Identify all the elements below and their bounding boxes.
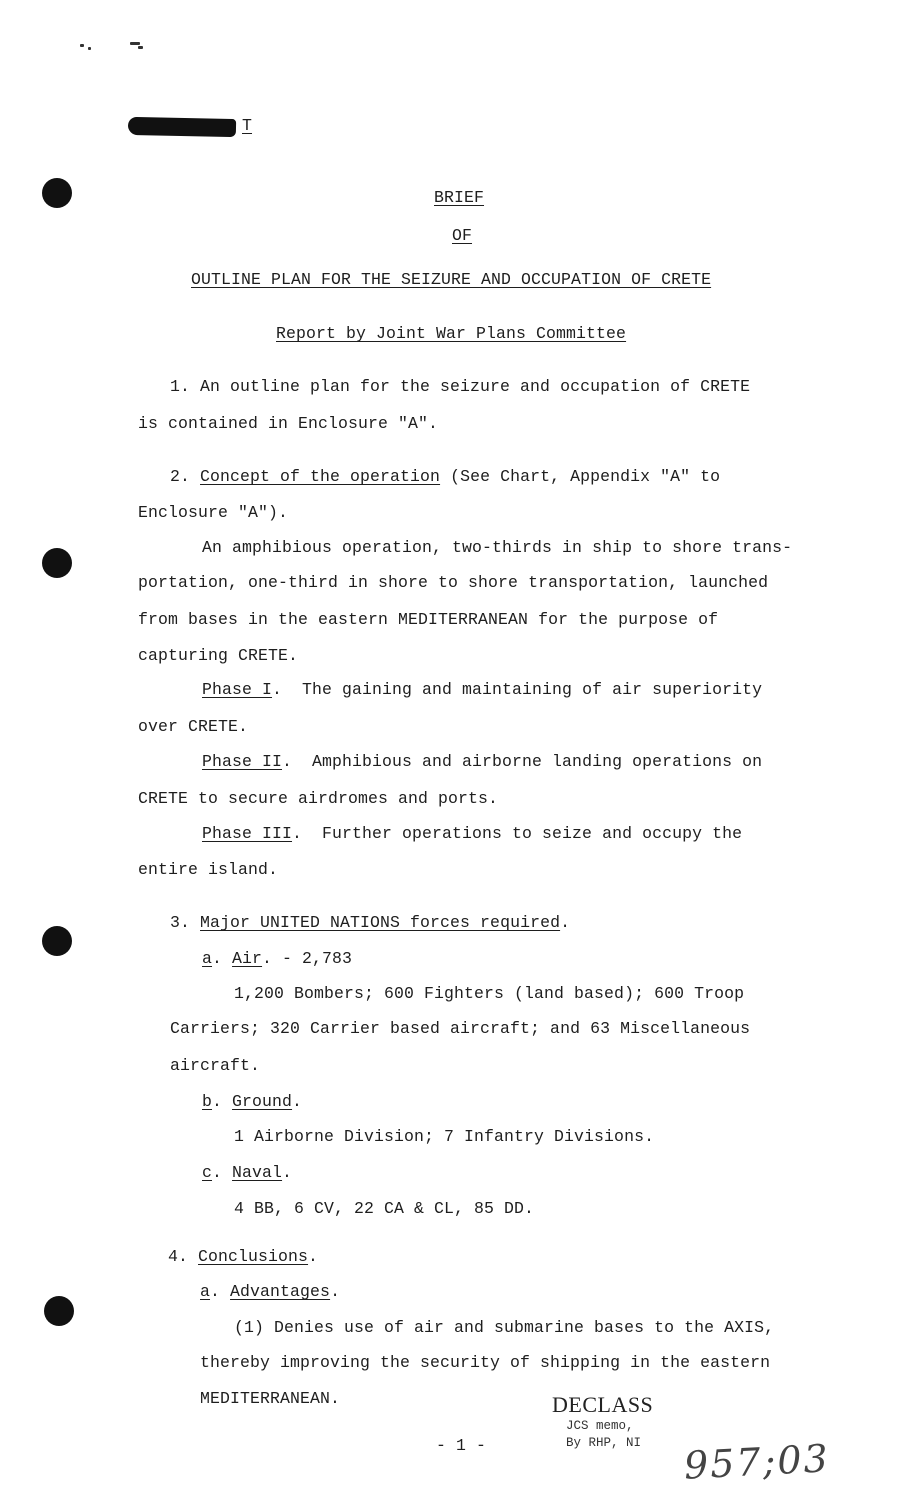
para3-c-line1: 4 BB, 6 CV, 22 CA & CL, 85 DD.: [234, 1199, 535, 1218]
classification-tail: T: [242, 116, 253, 135]
para3-a-line1: 1,200 Bombers; 600 Fighters (land based); 600 Troop: [234, 984, 745, 1003]
punch-hole: [42, 178, 72, 208]
para3-a-letter: a: [202, 949, 213, 968]
phase1-text: . The gaining and maintaining of air superiority: [272, 680, 763, 699]
title-main: OUTLINE PLAN FOR THE SEIZURE AND OCCUPATION OF CRETE: [191, 270, 712, 289]
para4-line2: thereby improving the security of shipping in the eastern: [200, 1353, 771, 1372]
para3-b-end: .: [292, 1092, 303, 1111]
para3-a-line2: Carriers; 320 Carrier based aircraft; and 63 Miscellaneous: [170, 1019, 751, 1038]
para3-b-label: Ground: [232, 1092, 293, 1111]
para4-a-line: [200, 1282, 340, 1302]
para3-c-line: [202, 1163, 292, 1183]
report-line: Report by Joint War Plans Committee: [276, 324, 627, 343]
para3-b-line1: 1 Airborne Division; 7 Infantry Divisions.: [234, 1127, 655, 1146]
para3-c-dot: .: [212, 1163, 233, 1182]
para2-body3: from bases in the eastern MEDITERRANEAN for the purpose of: [138, 610, 719, 629]
para3-c-letter: c: [202, 1163, 213, 1182]
phase1-line: [202, 680, 762, 700]
scan-speck: [138, 46, 143, 49]
handwritten-number: 957;03: [682, 1436, 831, 1488]
para3-heading: Major UNITED NATIONS forces required: [200, 913, 561, 932]
phase3-line: [202, 824, 742, 844]
para2-body4: capturing CRETE.: [138, 646, 299, 665]
para3-heading-line: [170, 913, 570, 933]
para3-end: .: [560, 913, 571, 932]
para2-num: 2.: [170, 467, 201, 486]
para1-line1: 1. An outline plan for the seizure and occupation of CRETE: [170, 377, 751, 396]
redaction-bar: [128, 117, 236, 137]
para4-a-end: .: [330, 1282, 341, 1301]
para4-line3: MEDITERRANEAN.: [200, 1389, 341, 1408]
title-brief: BRIEF: [434, 188, 485, 207]
para3-a-dot: .: [212, 949, 233, 968]
para3-a-line3: aircraft.: [170, 1056, 261, 1075]
para3-b-dot: .: [212, 1092, 233, 1111]
para2-body2: portation, one-third in shore to shore transportation, launched: [138, 573, 769, 592]
scan-speck: [80, 44, 84, 47]
phase3-label: Phase III: [202, 824, 293, 843]
para2-heading: Concept of the operation: [200, 467, 441, 486]
para2-body1: An amphibious operation, two-thirds in ship to shore trans-: [202, 538, 793, 557]
page-number: - 1 -: [436, 1436, 487, 1455]
para2-heading-line: [170, 467, 720, 487]
punch-hole: [42, 548, 72, 578]
phase2-line2: CRETE to secure airdromes and ports.: [138, 789, 499, 808]
para3-c-end: .: [282, 1163, 293, 1182]
para4-heading: Conclusions: [198, 1247, 309, 1266]
para1-line2: is contained in Enclosure "A".: [138, 414, 439, 433]
punch-hole: [42, 926, 72, 956]
phase2-line: [202, 752, 762, 772]
para3-b-letter: b: [202, 1092, 213, 1111]
phase1-line2: over CRETE.: [138, 717, 249, 736]
declass-stamp-title: DECLASS: [552, 1392, 654, 1417]
punch-hole: [44, 1296, 74, 1326]
phase1-label: Phase I: [202, 680, 273, 699]
para4-end: .: [308, 1247, 319, 1266]
para4-num: 4.: [168, 1247, 199, 1266]
scan-speck: [88, 47, 91, 50]
para4-heading-line: [168, 1247, 318, 1267]
para3-c-label: Naval: [232, 1163, 283, 1182]
para4-a-dot: .: [210, 1282, 231, 1301]
phase2-text: . Amphibious and airborne landing operations on: [282, 752, 763, 771]
para3-b-line: [202, 1092, 302, 1112]
para4-line1: (1) Denies use of air and submarine bases to the AXIS,: [234, 1318, 775, 1337]
phase3-text: . Further operations to seize and occupy the: [292, 824, 743, 843]
para3-a-label: Air: [232, 949, 263, 968]
scan-speck: [130, 42, 140, 45]
title-of: OF: [452, 226, 473, 245]
declass-stamp-line2: By RHP, NI: [566, 1436, 642, 1450]
para2-line2: Enclosure "A").: [138, 503, 289, 522]
para3-a-rest: . - 2,783: [262, 949, 353, 968]
para3-num: 3.: [170, 913, 201, 932]
para4-a-label: Advantages: [230, 1282, 331, 1301]
declass-stamp-line1: JCS memo,: [566, 1419, 634, 1433]
phase2-label: Phase II: [202, 752, 283, 771]
para4-a-letter: a: [200, 1282, 211, 1301]
phase3-line2: entire island.: [138, 860, 279, 879]
para3-a-line: [202, 949, 352, 969]
para2-rest: (See Chart, Appendix "A" to: [440, 467, 721, 486]
